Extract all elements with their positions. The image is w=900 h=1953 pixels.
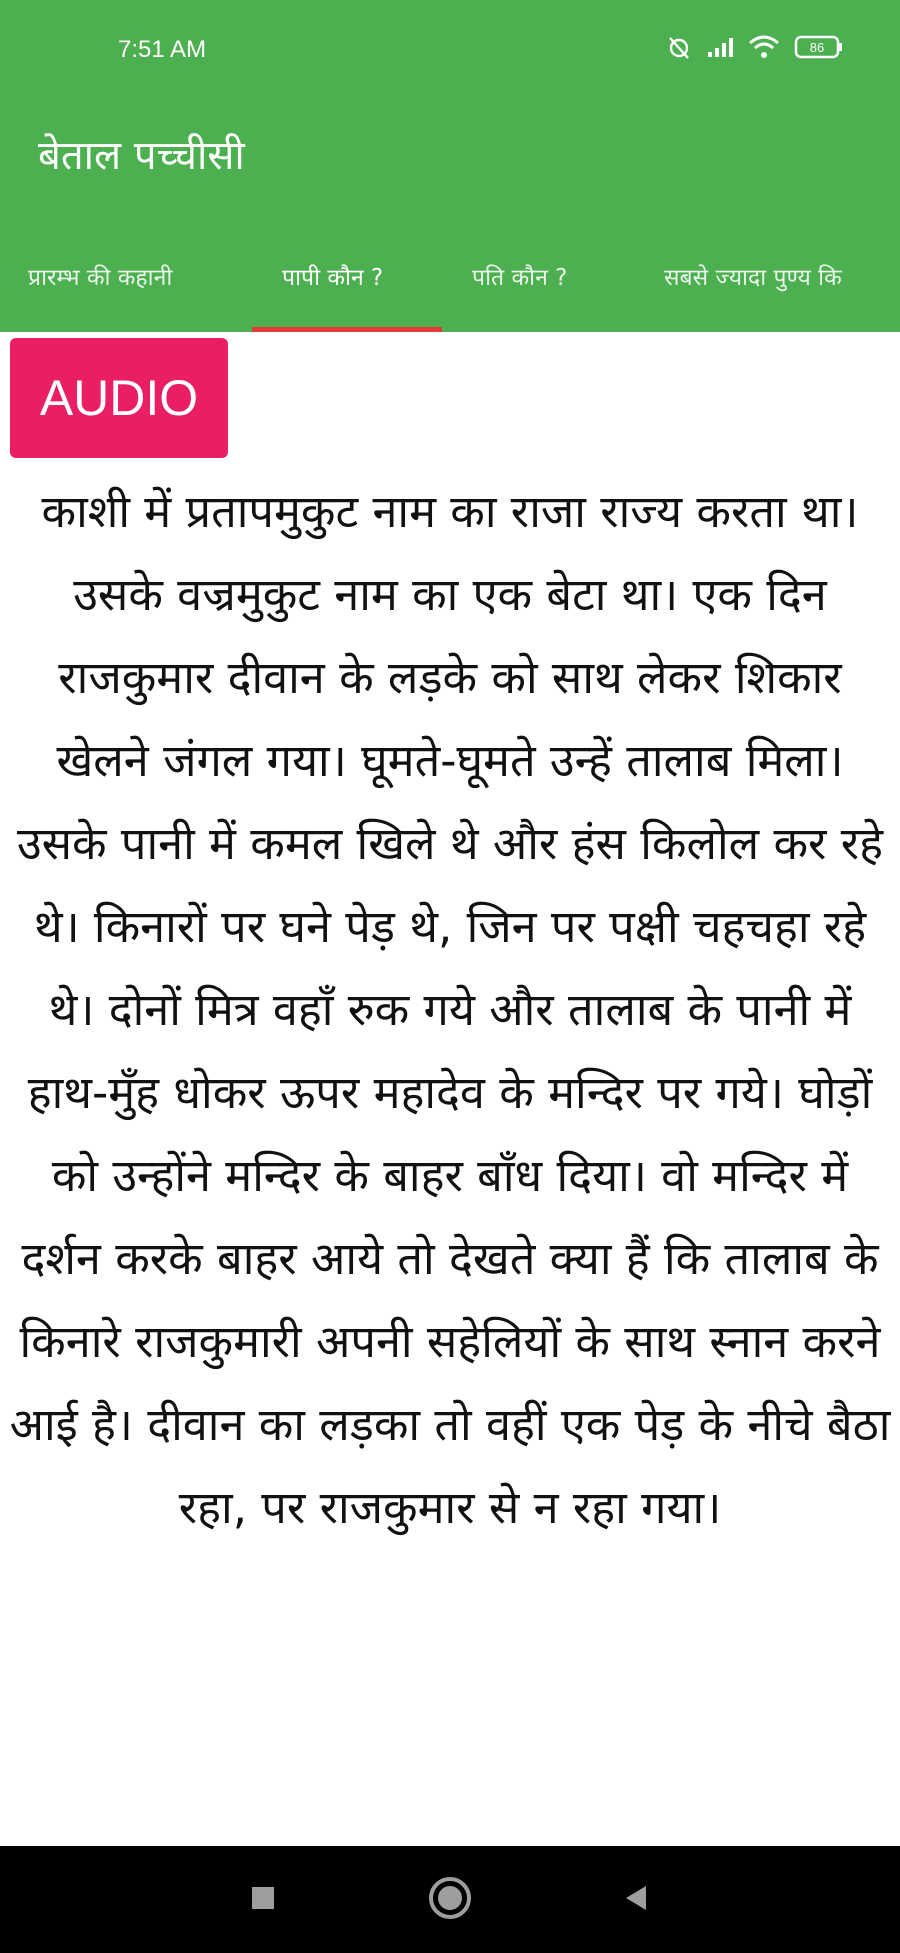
story-text: काशी में प्रतापमुकुट नाम का राजा राज्य करता था। उसके वज्रमुकुट नाम का एक बेटा था। एक दिन राजकुमार दीवान के लड़के को साथ लेकर शिकार खेलने जंगल गया। घूमते-घूमते उन्हें तालाब मिला। उसके पानी में कमल खिले थे और हंस किलोल कर रहे थे। किनारों पर घने पेड़ थे, जिन पर पक्षी चहचहा रहे थे। दोनों मित्र वहाँ रुक गये और तालाब के पानी में हाथ-मुँह धोकर ऊपर महादेव के मन्दिर पर गये। घोड़ों को उन्होंने मन्दिर के बाहर बाँध दिया। वो मन्दिर में दर्शन करके बाहर आये तो देखते क्या हैं कि तालाब के किनारे राजकुमारी अपनी सहेलियों के साथ स्नान करने आई है। दीवान का लड़का तो वहीं एक पेड़ के नीचे बैठा रहा, पर राजकुमार से न रहा गया। <box>9 485 891 1534</box>
status-icons <box>666 34 844 60</box>
alarm-off-icon <box>666 34 692 60</box>
triangle-back-icon <box>620 1882 652 1918</box>
back-button[interactable] <box>576 1846 696 1953</box>
signal-icon <box>706 35 734 59</box>
app-title: बेताल पच्चीसी <box>38 133 245 179</box>
recents-button[interactable] <box>203 1846 323 1953</box>
battery-icon <box>794 34 844 60</box>
circle-home-icon <box>427 1875 473 1925</box>
status-time: 7:51 AM <box>118 36 207 63</box>
status-bar <box>0 0 900 100</box>
battery-level: 86 <box>809 40 825 55</box>
wifi-icon <box>748 34 780 60</box>
tab-pati-kaun[interactable]: पति कौन ? <box>472 265 568 291</box>
home-button[interactable] <box>390 1846 510 1953</box>
square-recents-icon <box>248 1883 278 1917</box>
navigation-bar <box>0 1846 900 1953</box>
app-header <box>0 0 900 332</box>
tab-sabse-jyada-punya[interactable]: सबसे ज्यादा पुण्य कि <box>664 265 842 291</box>
tab-prarambh[interactable]: प्रारम्भ की कहानी <box>28 265 173 291</box>
tab-bar <box>0 248 900 332</box>
audio-button[interactable]: AUDIO <box>10 338 228 458</box>
active-tab-indicator <box>252 327 442 332</box>
tab-papi-kaun[interactable]: पापी कौन ? <box>282 265 384 291</box>
story-scroll-area[interactable] <box>0 470 900 1628</box>
